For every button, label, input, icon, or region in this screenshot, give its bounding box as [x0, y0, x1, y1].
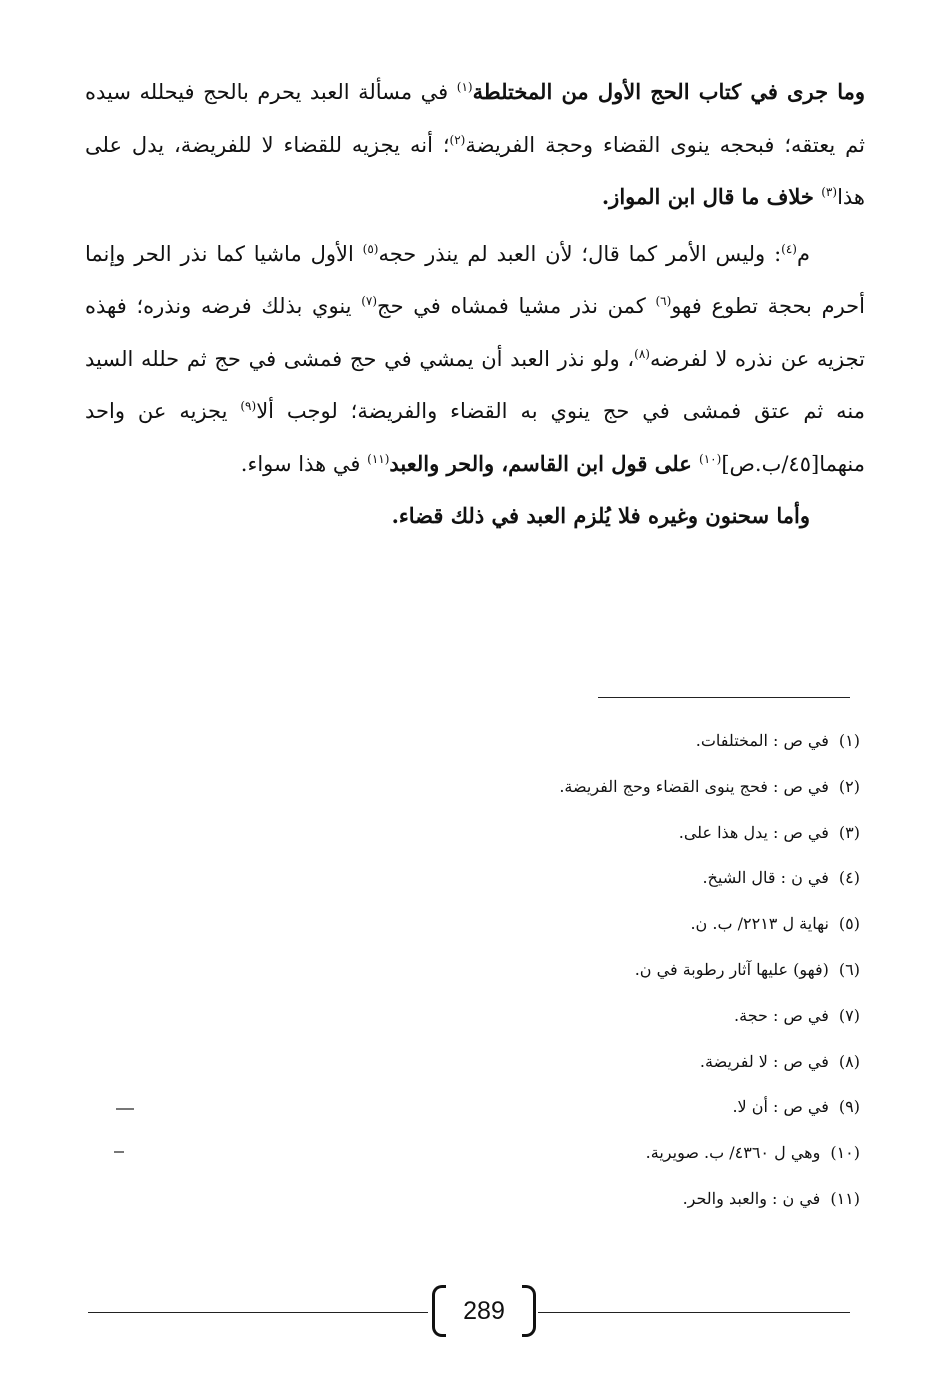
footnote-text: في ص : أن لا.	[732, 1097, 829, 1117]
page-number: 289	[463, 1297, 505, 1325]
footnote-item	[440, 816, 860, 862]
paragraph-3: وأما سحنون وغيره فلا يُلزم العبد في ذلك قضاء.	[391, 503, 810, 528]
footnote-item	[440, 861, 860, 907]
main-text	[85, 66, 865, 543]
footnote-number: (٥)	[838, 914, 860, 934]
footnote-number: (٩)	[838, 1097, 860, 1117]
footnote-item	[440, 1136, 860, 1182]
text-run: في مسألة العبد يحرم بالحج فيحلله سيده ثم يعتقه؛ فبحجه ينوى القضاء وحجة الفريضة	[85, 80, 865, 157]
footnote-marker[interactable]: (٤)	[781, 241, 797, 256]
footnote-item	[440, 770, 860, 816]
text-run: م	[796, 241, 810, 266]
footnote-item	[440, 1182, 860, 1228]
footnote-number: (٢)	[838, 776, 860, 796]
footnote-marker[interactable]: (٣)	[821, 185, 838, 199]
text-run: على قول ابن القاسم، والحر والعبد	[389, 450, 700, 476]
footnote-number: (٣)	[838, 822, 860, 842]
footnote-marker[interactable]: (١)	[456, 80, 473, 94]
footnote-text: في ص : يدل هذا على.	[678, 822, 829, 842]
footnote-text: في ن : والعبد والحر.	[682, 1188, 821, 1208]
footnote-text: في ص : فحج ينوى القضاء وحج الفريضة.	[559, 776, 829, 796]
manuscript-reference: [٤٥/ب.ص]	[721, 451, 820, 476]
scan-speck	[114, 1151, 124, 1153]
footnote-marker[interactable]: (٦)	[655, 294, 672, 308]
footnote-number: (١)	[838, 731, 860, 750]
footnote-marker[interactable]: (٥)	[362, 241, 379, 256]
footer-rule-right	[538, 1312, 850, 1313]
footer-rule-left	[88, 1312, 428, 1313]
paragraph-1	[85, 66, 865, 224]
footnote-number: (١٠)	[830, 1143, 860, 1163]
footnote-marker[interactable]: (٨)	[634, 346, 650, 361]
footnote-item	[440, 1090, 860, 1136]
footnote-item	[440, 724, 860, 770]
text-run: كمن نذر مشيا فمشاه في حج	[377, 294, 656, 318]
text-run: يجزيه عن واحد منهما	[85, 399, 865, 476]
footnote-item	[440, 1045, 860, 1091]
text-run: : وليس الأمر كما قال؛ لأن العبد لم ينذر حجه	[378, 241, 782, 266]
text-run: ، ولو نذر العبد أن يمشي في حج فمشى في حج ثم حلله السيد منه ثم عتق فمشى في حج ينوي به القضاء والفريضة؛ لوجب ألا	[85, 346, 865, 423]
footnote-marker[interactable]: (٢)	[449, 132, 466, 147]
text-run: ينوي بذلك فرضه ونذره؛ فهذه تجزيه عن نذره لا لفرضه	[85, 294, 865, 371]
page-number-bracket-right	[522, 1285, 536, 1337]
footnote-marker[interactable]: (٧)	[361, 294, 378, 308]
page-number-bracket-left	[432, 1285, 446, 1337]
footnote-text: في ص : لا لفريضة.	[699, 1051, 829, 1071]
footnote-item	[440, 907, 860, 953]
footnote-separator	[598, 697, 850, 698]
text-run: وما جرى في كتاب الحج الأول من المختلطة	[472, 79, 865, 104]
scan-speck	[116, 1108, 134, 1110]
footnote-number: (٦)	[838, 959, 860, 979]
footnote-marker[interactable]: (١٠)	[699, 451, 722, 466]
footnote-number: (٨)	[838, 1051, 860, 1071]
footnote-marker[interactable]: (٩)	[240, 399, 257, 413]
footnote-text: في ص : حجة.	[734, 1005, 829, 1025]
footnote-text: وهي ل ٤٣٦٠/ ب. صويرية.	[645, 1143, 821, 1163]
footnote-marker[interactable]: (١١)	[367, 451, 390, 466]
footnote-number: (٧)	[838, 1005, 860, 1025]
footnote-text: (فهو) عليها آثار رطوبة في ن.	[634, 959, 829, 979]
footnote-item	[440, 999, 860, 1045]
footnote-text: نهاية ل ٢٢١٣/ ب. ن.	[690, 914, 829, 934]
text-run: ؛ أنه يجزيه للقضاء لا للفريضة، يدل على هذا	[85, 132, 865, 209]
footnote-text: في ص : المختلفات.	[695, 731, 829, 750]
footnote-item	[440, 953, 860, 999]
paragraph-2	[85, 228, 865, 491]
footnote-number: (٤)	[838, 868, 860, 888]
footnote-number: (١١)	[830, 1188, 860, 1208]
text-run: الأول ماشيا كما نذر الحر وإنما أحرم بحجة تطوع فهو	[85, 241, 866, 318]
text-run: خلاف ما قال ابن المواز.	[601, 184, 822, 209]
text-run: في هذا سواء.	[240, 451, 368, 476]
footnotes-list	[440, 724, 860, 1228]
footnote-text: في ن : قال الشيخ.	[702, 868, 829, 888]
